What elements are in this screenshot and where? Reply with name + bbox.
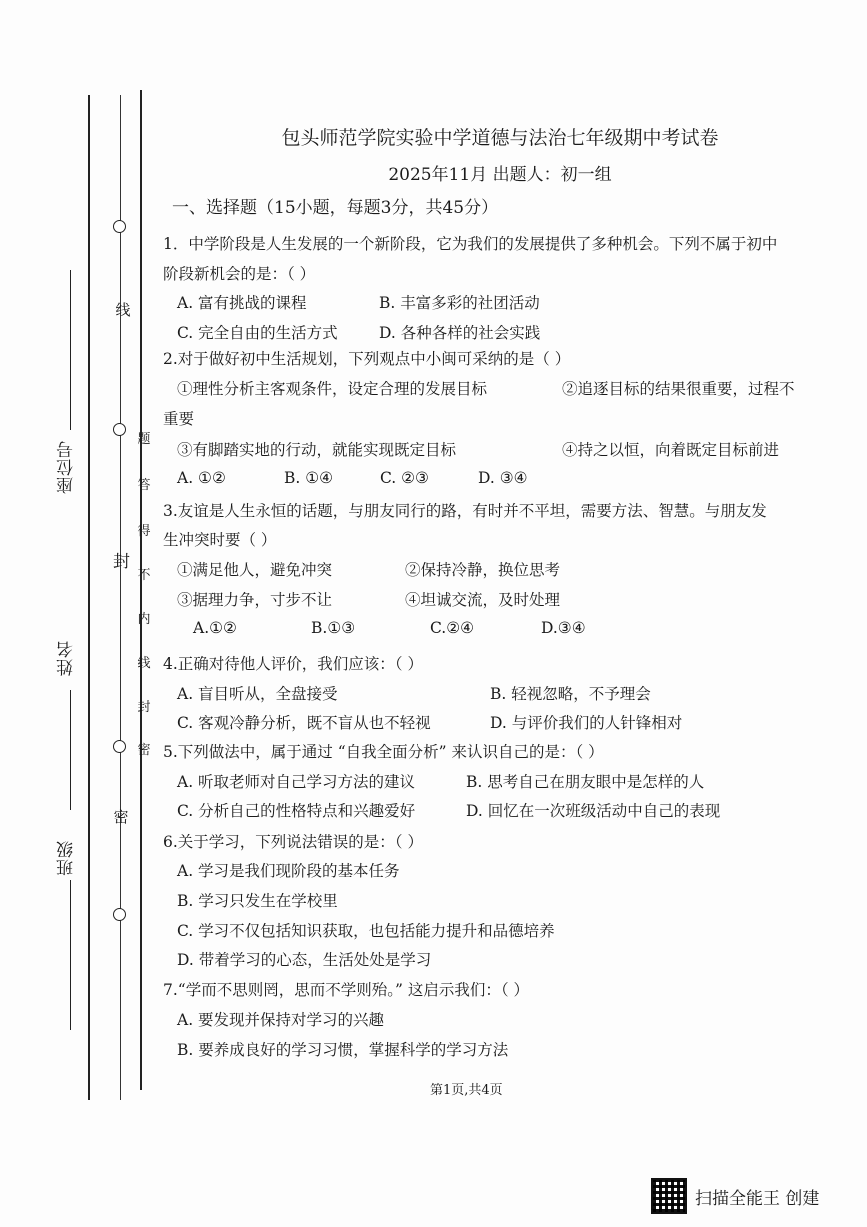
option-d[interactable]: D. ③④ xyxy=(478,469,528,487)
statement-2: ②追逐目标的结果很重要，过程不 xyxy=(562,380,795,398)
binding-hole xyxy=(113,740,126,753)
statement-3: ③据理力争，寸步不让 xyxy=(177,591,333,609)
binding-line-outer xyxy=(88,95,90,1100)
binding-hole xyxy=(113,220,126,233)
binding-line-inner xyxy=(140,90,142,1090)
seal-char: 答 xyxy=(137,478,151,493)
scanner-watermark xyxy=(651,1178,819,1214)
question-stem: 5.下列做法中，属于通过 “自我全面分析” 来认识自己的是：（ ） xyxy=(163,743,604,761)
statement-3: ③有脚踏实地的行动，就能实现既定目标 xyxy=(177,441,457,459)
option-b[interactable]: B. 丰富多彩的社团活动 xyxy=(379,294,540,312)
option-d[interactable]: D.③④ xyxy=(541,619,586,637)
qr-code-icon xyxy=(651,1178,687,1214)
option-c[interactable]: C. 完全自由的生活方式 xyxy=(177,324,338,342)
option-b[interactable]: B. 思考自己在朋友眼中是怎样的人 xyxy=(466,773,705,791)
watermark-text: 扫描全能王 创建 xyxy=(695,1188,820,1209)
question-stem: 2.对于做好初中生活规划，下列观点中小闽可采纳的是（ ） xyxy=(163,350,571,368)
option-c[interactable]: C. 客观冷静分析，既不盲从也不轻视 xyxy=(177,714,431,732)
option-d[interactable]: D. 与评价我们的人针锋相对 xyxy=(490,714,683,732)
seal-line xyxy=(120,95,121,1100)
seal-char: 密 xyxy=(113,808,129,826)
name-blank[interactable] xyxy=(70,690,71,810)
binding-hole xyxy=(113,423,126,436)
option-d[interactable]: D. 带着学习的心态，生活处处是学习 xyxy=(177,951,432,969)
option-d[interactable]: D. 回忆在一次班级活动中自己的表现 xyxy=(466,802,721,820)
option-d[interactable]: D. 各种各样的社会实践 xyxy=(379,324,541,342)
seal-char: 封 xyxy=(113,552,130,572)
option-a[interactable]: A. 学习是我们现阶段的基本任务 xyxy=(177,862,400,880)
option-c[interactable]: C. 学习不仅包括知识获取，也包括能力提升和品德培养 xyxy=(177,922,555,940)
option-c[interactable]: C. 分析自己的性格特点和兴趣爱好 xyxy=(177,802,416,820)
option-a[interactable]: A. ①② xyxy=(177,469,226,487)
option-b[interactable]: B. 轻视忽略，不予理会 xyxy=(490,685,651,703)
seal-char: 线 xyxy=(137,656,151,671)
question-stem: 4.正确对待他人评价，我们应该：（ ） xyxy=(163,655,423,673)
statement-4: ④坦诚交流，及时处理 xyxy=(405,591,561,609)
seal-char: 得 xyxy=(137,524,151,539)
exam-subtitle: 2025年11月 出题人：初一组 xyxy=(388,165,612,185)
seal-char: 不 xyxy=(137,568,151,583)
option-c[interactable]: C.②④ xyxy=(430,619,475,637)
question-stem: 1．中学阶段是人生发展的一个新阶段，它为我们的发展提供了多种机会。下列不属于初中 xyxy=(163,235,778,253)
seal-char: 线 xyxy=(115,301,131,319)
option-b[interactable]: B.①③ xyxy=(311,619,356,637)
question-stem: 3.友谊是人生永恒的话题，与朋友同行的路，有时并不平坦，需要方法、智慧。与朋友发 xyxy=(163,502,767,520)
class-label: 班级 xyxy=(57,840,77,876)
option-c[interactable]: C. ②③ xyxy=(380,469,429,487)
option-b[interactable]: B. ①④ xyxy=(284,469,334,487)
section-heading: 一、选择题（15小题，每题3分，共45分） xyxy=(172,198,499,218)
page-number: 第1页,共4页 xyxy=(430,1083,503,1098)
statement-1: ①满足他人，避免冲突 xyxy=(177,561,333,579)
seat-number-label: 座位号 xyxy=(57,440,77,494)
statement-1: ①理性分析主客观条件，设定合理的发展目标 xyxy=(177,380,488,398)
option-a[interactable]: A.①② xyxy=(193,619,237,637)
seal-char: 内 xyxy=(137,612,151,627)
exam-title: 包头师范学院实验中学道德与法治七年级期中考试卷 xyxy=(281,127,719,149)
question-stem: 7.“学而不思则罔，思而不学则殆。” 这启示我们：（ ） xyxy=(163,981,529,999)
class-blank[interactable] xyxy=(70,880,71,1030)
question-stem: 阶段新机会的是：（ ） xyxy=(163,265,316,283)
statement-2-cont: 重要 xyxy=(163,410,195,428)
option-b[interactable]: B. 要养成良好的学习习惯，掌握科学的学习方法 xyxy=(177,1041,509,1059)
option-a[interactable]: A. 富有挑战的课程 xyxy=(177,294,307,312)
option-a[interactable]: A. 听取老师对自己学习方法的建议 xyxy=(177,773,416,791)
statement-2: ②保持冷静，换位思考 xyxy=(405,561,561,579)
statement-4: ④持之以恒，向着既定目标前进 xyxy=(562,441,780,459)
seal-char: 密 xyxy=(137,743,151,758)
option-a[interactable]: A. 盲目听从，全盘接受 xyxy=(177,685,338,703)
seal-char: 题 xyxy=(137,432,151,447)
binding-hole xyxy=(113,908,126,921)
seal-char: 封 xyxy=(137,700,151,715)
name-label: 姓名 xyxy=(57,640,77,676)
option-b[interactable]: B. 学习只发生在学校里 xyxy=(177,892,338,910)
question-stem: 生冲突时要（ ） xyxy=(163,531,277,549)
question-stem: 6.关于学习，下列说法错误的是：（ ） xyxy=(163,833,423,851)
option-a[interactable]: A. 要发现并保持对学习的兴趣 xyxy=(177,1011,385,1029)
seat-number-blank[interactable] xyxy=(70,270,71,430)
